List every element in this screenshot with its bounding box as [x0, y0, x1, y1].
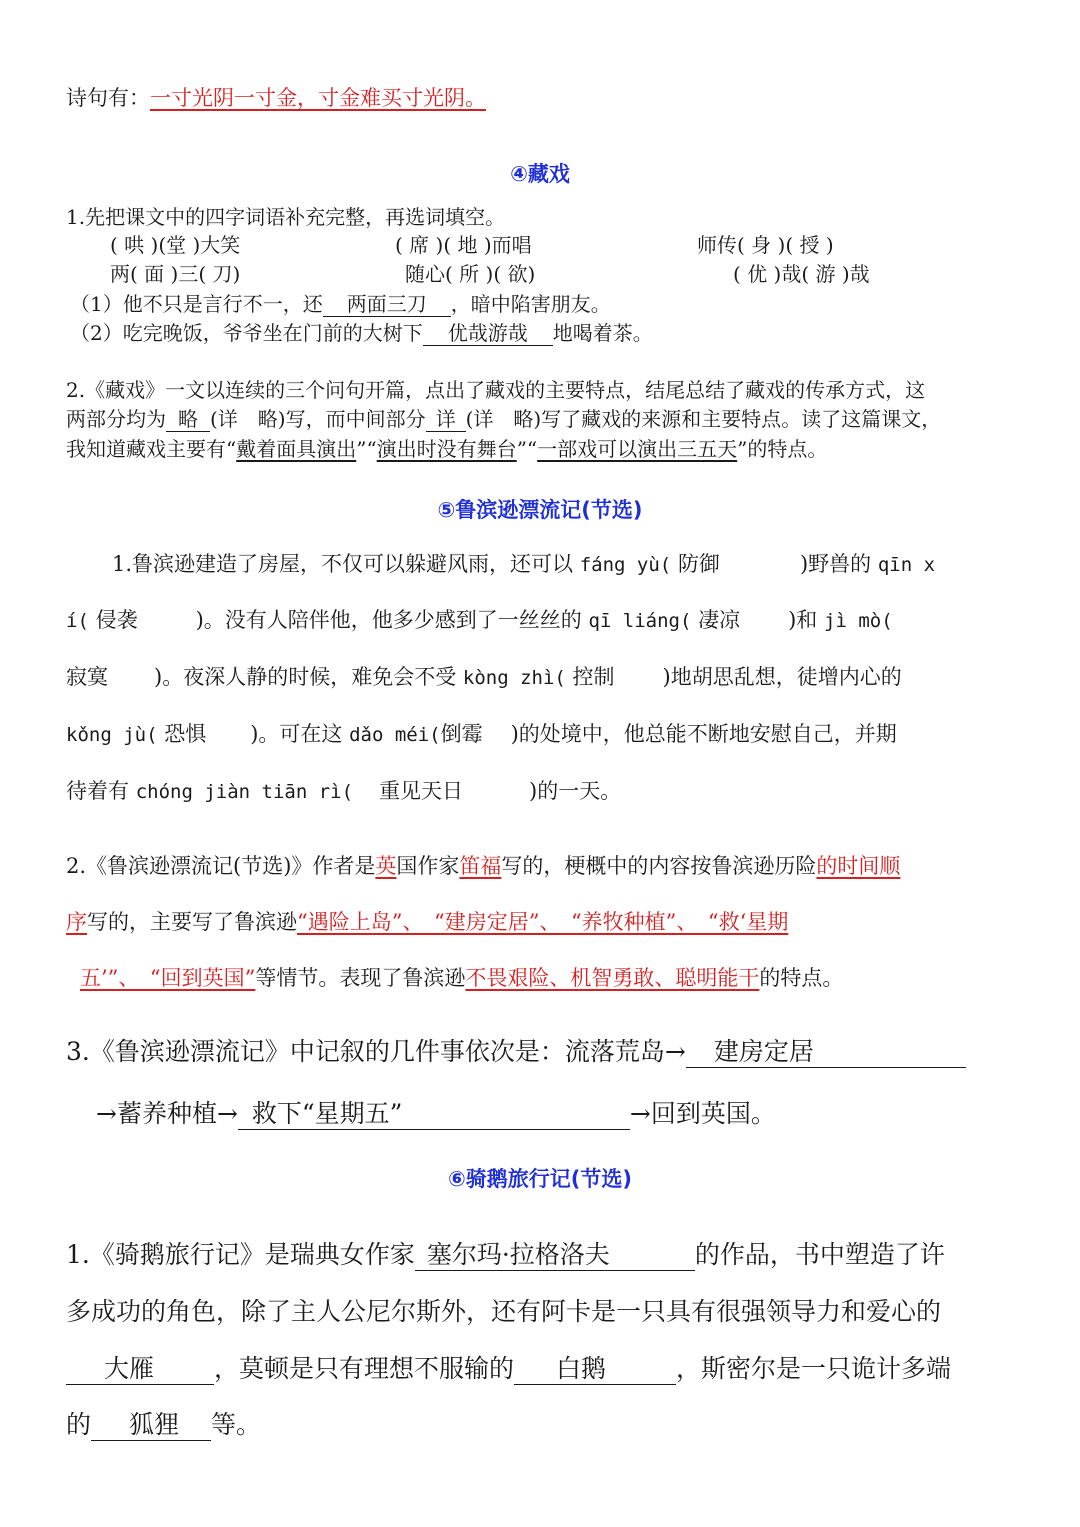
answer-blank: 优哉游哉 — [423, 322, 553, 346]
p2-text: 的特点。 — [759, 966, 844, 990]
poem-prefix: 诗句有： — [66, 86, 150, 110]
q2-text: (详 略)写，而中间部分 — [210, 407, 426, 431]
idiom-word: ( 席 )( 地 )而唱 — [395, 233, 532, 257]
p1-text: )。可在这 — [250, 722, 343, 746]
sec4-q2-line1: 2.《藏戏》一文以连续的三个问句开篇，点出了藏戏的主要特点，结尾总结了藏戏的传承方式，这 — [66, 378, 926, 402]
q2-text: (详 略)写了藏戏的来源和主要特点。读了这篇课文， — [465, 407, 942, 431]
sentence-text: 地喝着茶。 — [552, 321, 653, 345]
red-answer: 五’”、 “回到英国” — [80, 966, 256, 990]
p1-text: )地胡思乱想，徒增内心的 — [662, 665, 902, 689]
p2-text: 国作家 — [396, 854, 460, 878]
pinyin: jì mò( — [824, 610, 893, 632]
pinyin-answer: 凄凉 — [698, 608, 741, 632]
section-6-heading: ⑥骑鹅旅行记(节选) — [448, 1167, 632, 1191]
section-5-heading: ⑤鲁滨逊漂流记(节选) — [437, 498, 643, 522]
pinyin-answer: 重见天日 — [379, 779, 464, 803]
red-answer: 不畏艰险、机智勇敢、聪明能干 — [465, 966, 760, 990]
red-answer: 的时间顺 — [816, 854, 901, 878]
p2-text: 2.《鲁滨逊漂流记(节选)》作者是 — [66, 854, 376, 878]
poem-answer: 一寸光阴一寸金，寸金难买寸光阴。 — [150, 86, 486, 110]
sec6-text: 1.《骑鹅旅行记》是瑞典女作家 — [66, 1240, 415, 1269]
answer-blank: 狐狸 — [91, 1411, 211, 1441]
p3-text: 3.《鲁滨逊漂流记》中记叙的几件事依次是：流落荒岛→ — [66, 1037, 686, 1066]
idiom-word: 师传( 身 )( 授 ) — [697, 233, 834, 257]
answer-underlined: 演出时没有舞台 — [376, 437, 517, 461]
p1-text: )野兽的 — [799, 552, 872, 576]
sentence-text: （2）吃完晚饭，爷爷坐在门前的大树下 — [70, 321, 423, 345]
pinyin: qī liáng( — [588, 610, 692, 632]
answer-blank: 略 — [166, 408, 210, 432]
poem-line — [66, 82, 486, 112]
answer-underlined: 戴着面具演出 — [236, 437, 357, 461]
sec6-line4 — [66, 1405, 261, 1441]
answer-blank: 大雁 — [66, 1355, 214, 1385]
p2-text: 等情节。表现了鲁滨逊 — [255, 966, 466, 990]
sec5-p3-line2 — [96, 1094, 776, 1130]
p1-text: )的一天。 — [529, 779, 622, 803]
red-answer: 英 — [375, 854, 397, 878]
sec6-line3 — [66, 1349, 951, 1385]
sec5-p1-line2 — [66, 604, 893, 634]
idiom-word: ( 优 )哉( 游 )哉 — [733, 262, 870, 286]
sec6-line2: 多成功的角色，除了主人公尼尔斯外，还有阿卡是一只具有很强领导力和爱心的 — [66, 1297, 942, 1326]
sec6-text: 的 — [66, 1410, 92, 1439]
pinyin: kòng zhì( — [462, 667, 566, 689]
sentence-text: （1）他不只是言行不一，还 — [70, 292, 323, 316]
sec4-sentence-1 — [70, 288, 611, 317]
p3-text: →回到英国。 — [629, 1099, 776, 1128]
p1-text: 1.鲁滨逊建造了房屋，不仅可以躲避风雨，还可以 — [112, 552, 574, 576]
answer-blank: 建房定居 — [686, 1038, 966, 1068]
sec6-text: ，莫顿是只有理想不服输的 — [214, 1354, 515, 1383]
sec6-line1 — [66, 1235, 945, 1271]
pinyin: qīn x — [877, 554, 936, 576]
pinyin: fáng yù( — [579, 554, 672, 576]
sec5-p1-line3 — [66, 661, 902, 691]
p2-text: 写的，主要写了鲁滨逊 — [87, 910, 297, 934]
pinyin-answer: 控制 — [572, 665, 615, 689]
idiom-word: 随心( 所 )( 欲) — [405, 262, 536, 286]
pinyin-answer: 侵袭 — [95, 608, 138, 632]
pinyin-answer: 寂寞 — [66, 665, 108, 689]
red-answer: 笛福 — [459, 854, 502, 878]
answer-blank: 塞尔玛·拉格洛夫 — [415, 1241, 695, 1271]
p1-text: )和 — [788, 608, 818, 632]
sec5-p1-line5 — [66, 775, 621, 805]
q2-text: ”“ — [516, 437, 538, 461]
sec5-p1-line1 — [112, 548, 935, 578]
pinyin: kǒng jù( — [66, 724, 158, 746]
idiom-word: 两( 面 )三( 刀) — [110, 262, 241, 286]
answer-blank: 两面三刀 — [323, 293, 451, 317]
q2-text: ”“ — [356, 437, 377, 461]
answer-blank: 白鹅 — [514, 1355, 676, 1385]
answer-blank: 详 — [426, 408, 466, 432]
sec6-text: 等。 — [211, 1410, 262, 1439]
p1-text: 待着有 — [66, 779, 129, 803]
sec5-p2-line3 — [80, 962, 843, 992]
section-4-heading: ④藏戏 — [510, 162, 570, 186]
sec4-q1-text: 1.先把课文中的四字词语补充完整，再选词填空。 — [66, 205, 506, 229]
pinyin: chóng jiàn tiān rì( — [135, 781, 354, 803]
p1-text: )。夜深人静的时候，难免会不受 — [154, 665, 457, 689]
pinyin-answer: 防御 — [677, 552, 720, 576]
pinyin: dǎo méi( — [349, 724, 441, 746]
sec5-p2-line1 — [66, 850, 900, 880]
sentence-text: ，暗中陷害朋友。 — [450, 292, 611, 316]
red-answer: 序 — [66, 910, 87, 934]
p1-text: )的处境中，他总能不断地安慰自己，并期 — [510, 722, 897, 746]
sec4-q2-line2 — [66, 403, 941, 432]
q2-text: 我知道藏戏主要有“ — [66, 437, 237, 461]
answer-blank: 救下“星期五” — [238, 1100, 630, 1130]
sec6-text: 的作品，书中塑造了许 — [694, 1240, 945, 1269]
sec5-p2-line2 — [66, 906, 788, 936]
sec4-q2-line3 — [66, 433, 827, 462]
sec6-text: ，斯密尔是一只诡计多端 — [676, 1354, 952, 1383]
sec4-sentence-2 — [70, 317, 653, 346]
p1-text: )。没有人陪伴他，他多少感到了一丝丝的 — [195, 608, 582, 632]
pinyin-answer: 倒霉 — [440, 722, 483, 746]
idiom-word: ( 哄 )(堂 )大笑 — [110, 233, 241, 257]
red-answer: “遇险上岛”、 “建房定居”、 “养牧种植”、 “救‘星期 — [297, 910, 789, 934]
pinyin-answer: 恐惧 — [164, 722, 207, 746]
answer-underlined: 一部戏可以演出三五天 — [537, 437, 738, 461]
p3-text: →蓄养种植→ — [96, 1099, 238, 1128]
p2-text: 写的，梗概中的内容按鲁滨逊历险 — [501, 854, 817, 878]
pinyin: í( — [66, 610, 89, 632]
sec5-p3-line1 — [66, 1032, 966, 1068]
sec5-p1-line4 — [66, 718, 897, 748]
q2-text: ”的特点。 — [737, 437, 828, 461]
q2-text: 两部分均为 — [66, 407, 166, 431]
